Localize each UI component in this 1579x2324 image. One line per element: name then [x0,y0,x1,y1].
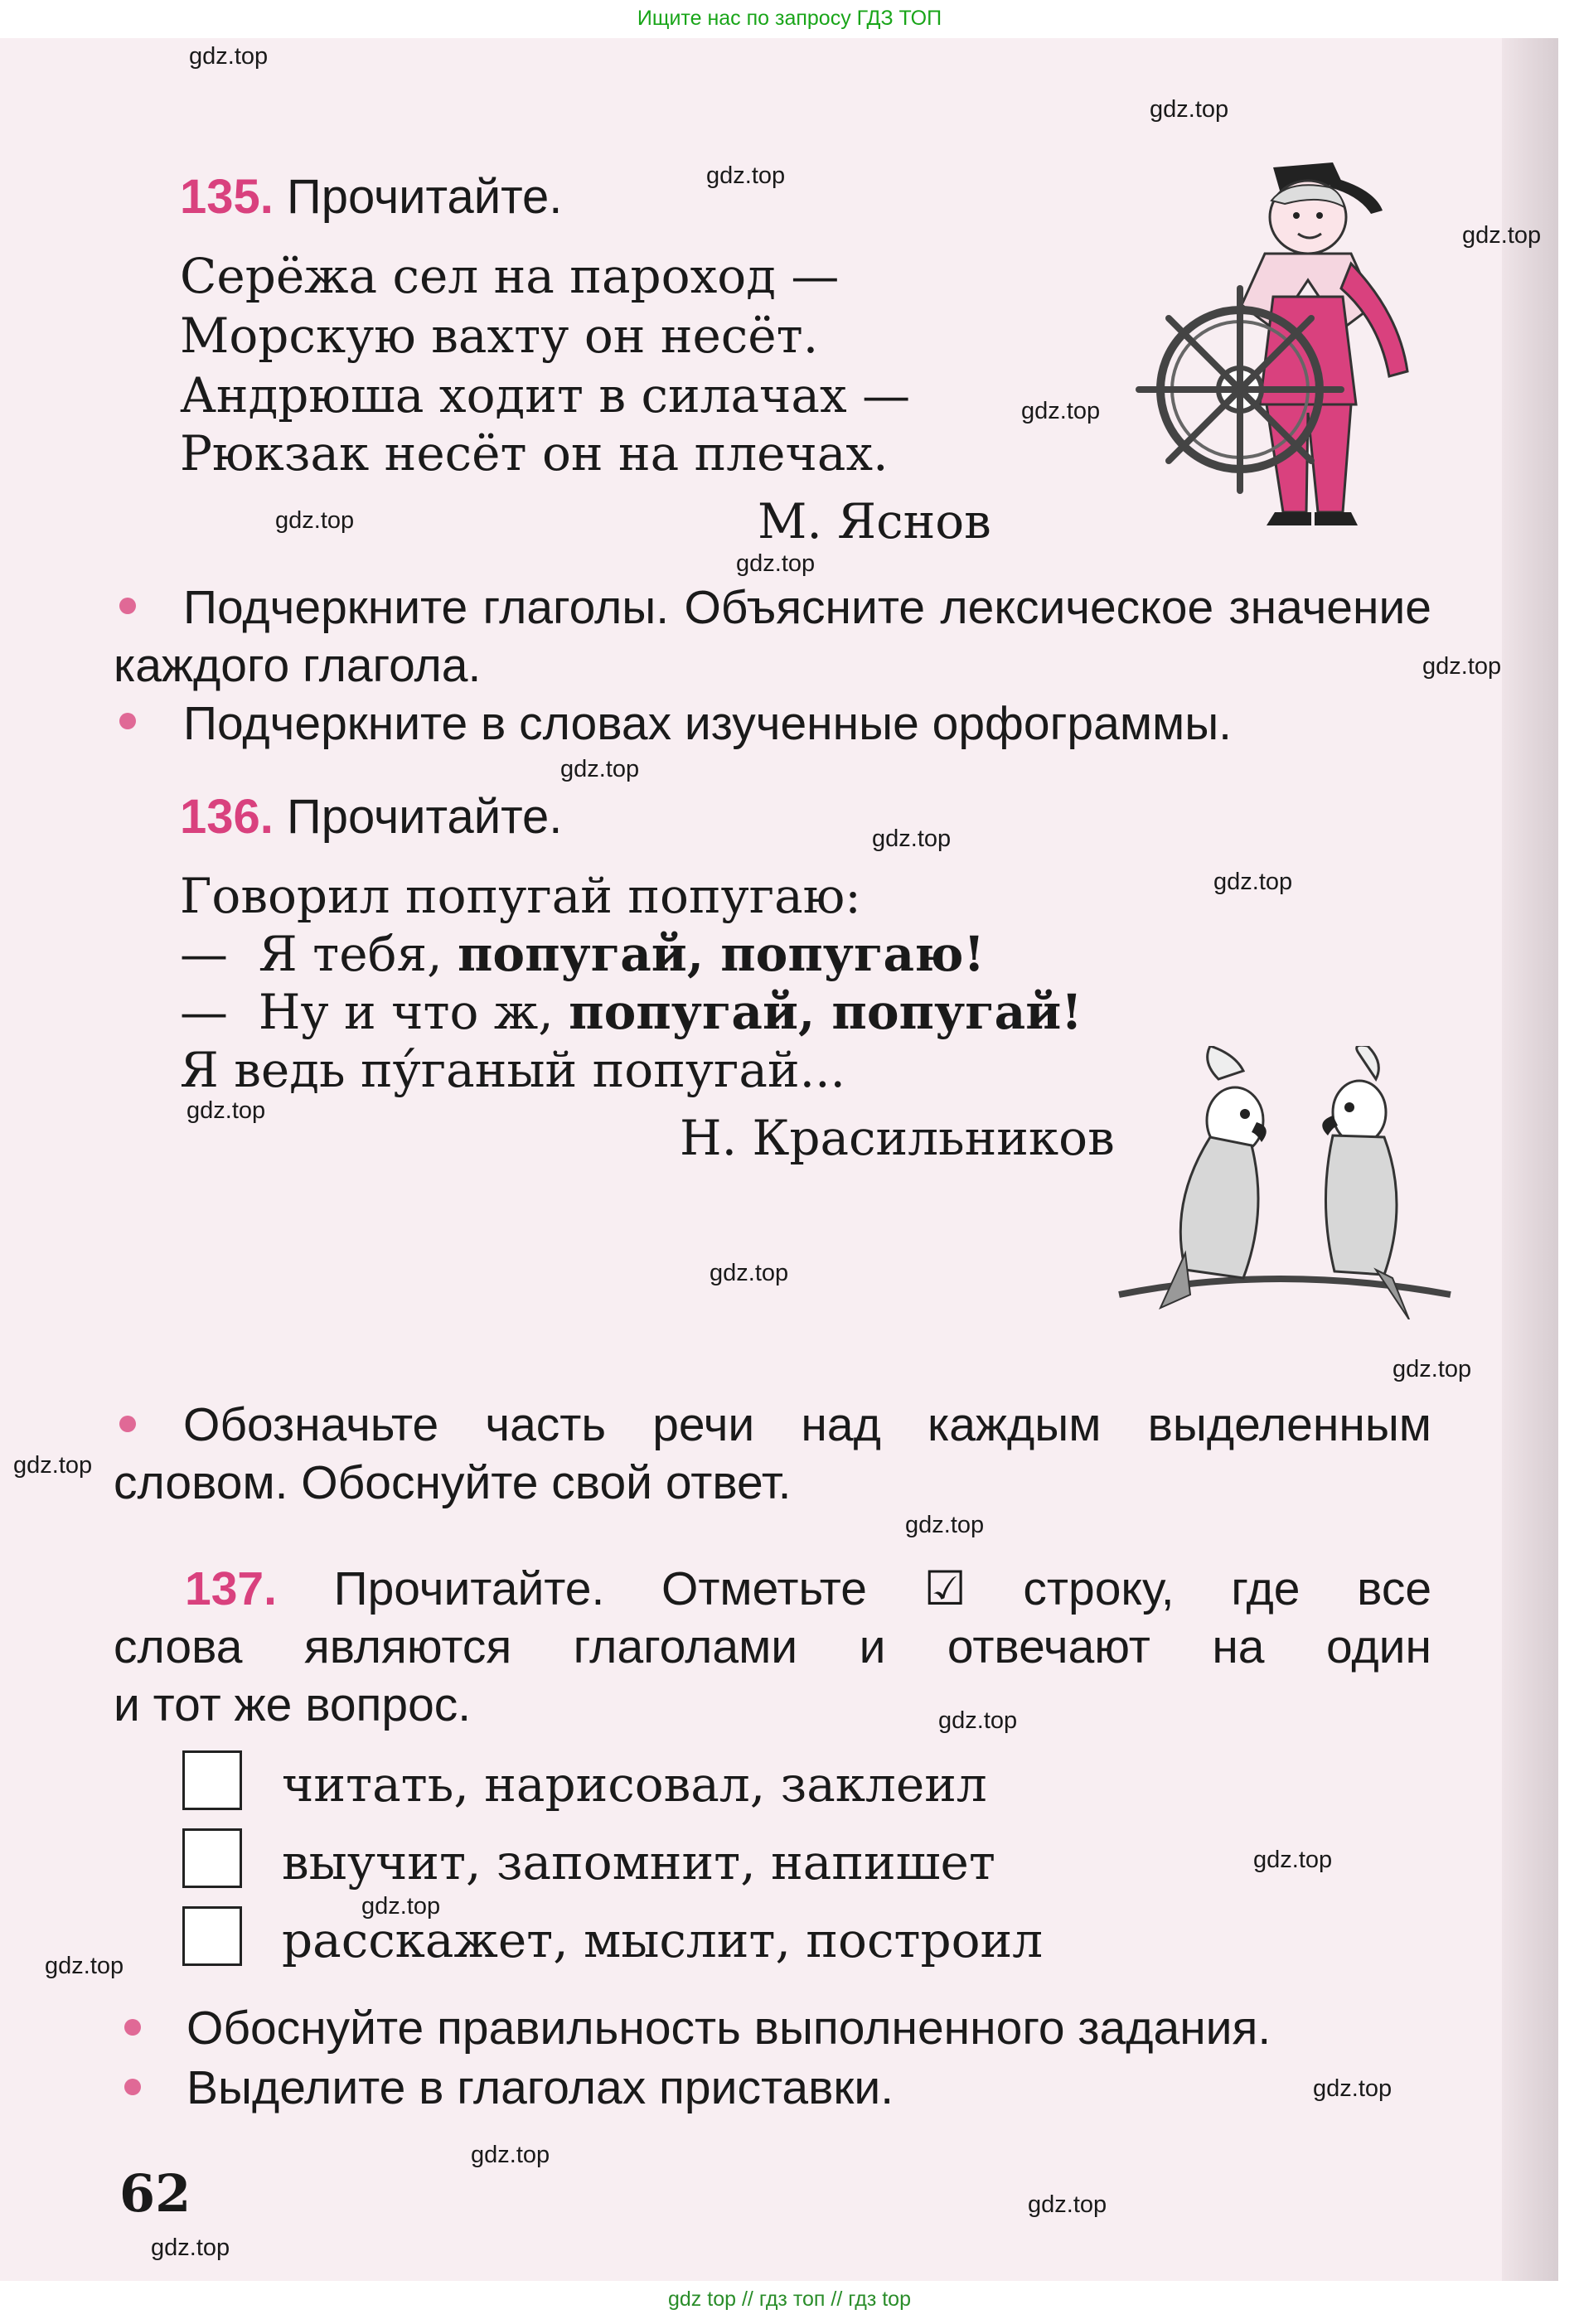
watermark: gdz.top [1253,1847,1333,1873]
option-text: расскажет, мыслит, построил [282,1912,1044,1968]
watermark: gdz.top [736,550,816,577]
exercise-title: Прочитайте. [287,790,563,844]
poem-line: Андрюша ходит в силачах — [180,367,911,424]
sailor-boy-at-ship-wheel-illustration [1134,156,1437,529]
exercise-number: 136. [180,790,274,844]
watermark: gdz.top [1150,96,1229,123]
poem-line: Рюкзак несёт он на плечах. [180,425,889,482]
task-135-2: Подчеркните в словах изученные орфограммы. [183,697,1232,750]
watermark: gdz.top [1213,869,1293,895]
task-136-1: Обозначьте часть речи над каждым выделенным словом. Обоснуйте свой ответ. [114,1398,1431,1509]
highlighted-words: попугай, попугаю! [457,926,985,982]
bullet-icon [124,2079,141,2095]
task-text [114,1396,1431,1512]
watermark: gdz.top [938,1707,1018,1734]
poem-author: М. Яснов [758,493,991,550]
option-checkbox[interactable] [182,1750,242,1810]
watermark: gdz.top [1028,2191,1107,2218]
poem-author: Н. Красильников [680,1110,1115,1166]
watermark: gdz.top [905,1512,985,1538]
highlighted-words: попугай, попугай! [569,984,1083,1040]
two-parrots-on-branch-illustration [1111,1046,1459,1319]
exercise-title: Прочитайте. [287,170,563,224]
task-text [114,579,1431,695]
watermark: gdz.top [13,1452,93,1479]
poem-line: Серёжа сел на пароход — [180,248,840,304]
watermark: gdz.top [1021,398,1101,424]
banner-link[interactable]: gdz top [668,2288,737,2311]
separator: // [741,2288,753,2311]
option-checkbox[interactable] [182,1906,242,1966]
poem-line [180,983,1083,1041]
exercise-title-line: слова являются глаголами и отвечают на один [114,1620,1431,1673]
watermark: gdz.top [151,2234,230,2261]
poem-plain: Ну и что ж, [258,984,554,1040]
task-135-1: Подчеркните глаголы. Объясните лексическое значение каждого глагола. [114,581,1431,692]
watermark: gdz.top [1462,222,1542,249]
watermark: gdz.top [560,756,640,782]
exercise-137-heading [114,1560,1431,1734]
watermark: gdz.top [710,1260,789,1286]
watermark: gdz.top [361,1893,441,1920]
watermark: gdz.top [471,2142,550,2168]
watermark: gdz.top [872,826,952,852]
task-137-1: Обоснуйте правильность выполненного задания. [186,2002,1271,2055]
poem-plain: Я тебя, [258,926,443,982]
poem-line [180,925,985,983]
watermark: gdz.top [1422,653,1502,680]
dash: — [180,984,228,1040]
separator: // [831,2288,843,2311]
banner-link[interactable]: гдз топ [758,2288,826,2311]
watermark: gdz.top [189,43,269,70]
poem-line: Я ведь пу́ганый попугай... [180,1042,845,1098]
watermark: gdz.top [186,1097,266,1124]
page-edge-shadow [1502,38,1558,2281]
bullet-icon [124,2019,141,2036]
watermark: gdz.top [706,162,786,189]
poem-line: Морскую вахту он несёт. [180,307,819,364]
watermark: gdz.top [1393,1356,1472,1382]
exercise-title-line: и тот же вопрос. [114,1678,472,1731]
option-text: читать, нарисовал, заклеил [282,1756,987,1813]
exercise-number: 137. [185,1562,277,1615]
top-banner[interactable]: Ищите нас по запросу ГДЗ ТОП [637,7,942,30]
task-137-2: Выделите в глаголах приставки. [186,2061,894,2114]
poem-line: Говорил попугай попугаю: [180,868,861,924]
page-number: 62 [119,2163,191,2224]
check-icon: ☑ [923,1562,966,1615]
bullet-icon [119,713,136,729]
exercise-135-heading [180,169,562,225]
watermark: gdz.top [45,1953,124,1979]
option-checkbox[interactable] [182,1828,242,1888]
dash: — [180,926,228,982]
exercise-title-cont: строку, где все [1023,1562,1432,1615]
bottom-banner[interactable] [0,2281,1579,2319]
exercise-number: 135. [180,170,274,224]
banner-link[interactable]: гдз top [848,2288,911,2311]
exercise-title: Прочитайте. Отметьте [333,1562,867,1615]
watermark: gdz.top [275,507,355,534]
exercise-136-heading [180,789,562,845]
watermark: gdz.top [1313,2075,1393,2102]
option-text: выучит, запомнит, напишет [282,1834,995,1891]
